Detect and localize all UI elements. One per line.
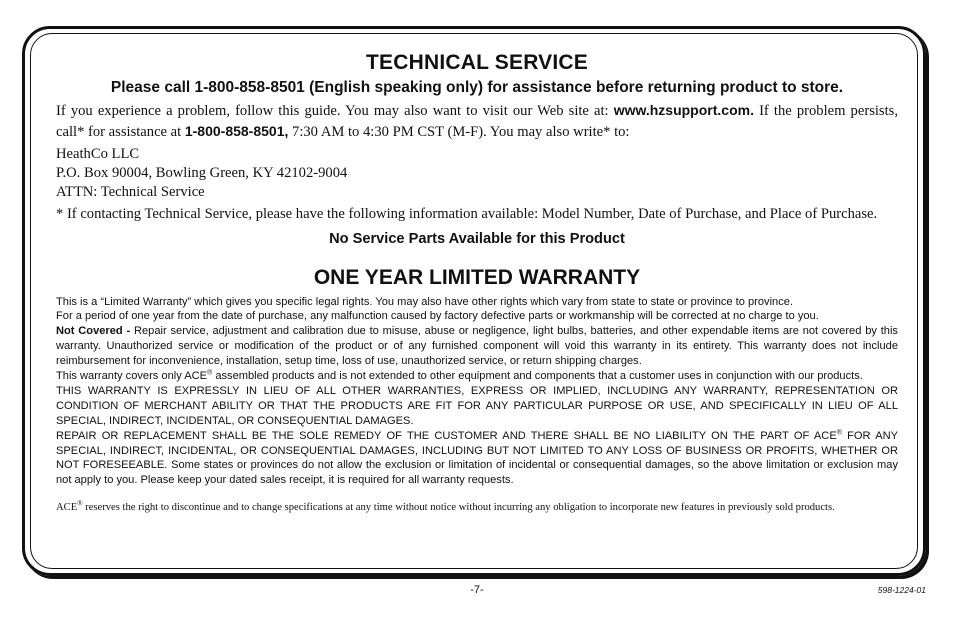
registered-mark: ® [836,428,842,436]
intro-text-3: 7:30 AM to 4:30 PM CST (M-F). You may also write* to: [288,123,630,140]
not-covered-paragraph [56,324,898,369]
website-link[interactable]: www.hzsupport.com. [613,102,754,118]
phone-number: 1-800-858-8501, [184,122,289,139]
warranty-title: ONE YEAR LIMITED WARRANTY [313,265,641,289]
intro-text-1: If you experience a problem, follow this guide. You may also want to visit our Web site at: [56,103,614,119]
warranty-paragraph [56,369,898,384]
coverage-text-b: assembled products and is not extended to other equipment and components that a customer uses in conjunction with our products. [212,370,863,383]
address-line: P.O. Box 90004, Bowling Green, KY 42102-9004 [56,165,348,181]
page-number: -7- [470,584,484,596]
contact-note: * If contacting Technical Service, please have the following information available: Model Number, Date of Purchase, and Place of Purchase. [56,206,878,222]
warranty-paragraph [56,429,898,489]
warranty-paragraph: This is a “Limited Warranty” which gives you specific legal rights. You may also have other rights which vary from state to state or province to province. [56,295,794,308]
document-body [56,50,898,526]
address-line: ATTN: Technical Service [56,184,205,200]
address-line: HeathCo LLC [56,146,140,162]
technical-service-intro [56,101,898,142]
coverage-text-a: This warranty covers only ACE [56,370,208,383]
remedy-text-a: REPAIR OR REPLACEMENT SHALL BE THE SOLE REMEDY OF THE CUSTOMER AND THERE SHALL BE NO LIABILITY ON THE PART OF ACE [56,429,837,442]
not-covered-label: Not Covered - [56,325,134,338]
document-code: 598-1224-01 [877,585,926,595]
footer-notice [56,500,898,515]
warranty-body [56,295,898,489]
intro-text-2: If the problem persists, call* for assistance at [56,103,898,140]
no-service-parts-notice: No Service Parts Available for this Product [329,230,625,247]
warranty-paragraph: THIS WARRANTY IS EXPRESSLY IN LIEU OF ALL OTHER WARRANTIES, EXPRESS OR IMPLIED, INCLUDING ANY WARRANTY, REPRESENTATION OR CONDITION OF MERCHANT ABILITY OR THAT THE PRODUCTS ARE FIT FOR ANY PARTICULAR PURPOSE OR USE, AND SPECIFICALLY IN LIEU OF ALL SPECIAL, INDIRECT, INCIDENTAL, OR CONSEQUENTIAL DAMAGES. [56,384,898,427]
footer-text-b: reserves the right to discontinue and to change specifications at any time without notice without incurring any obligation to incorporate new features in previously sold products. [82,502,835,514]
mailing-address [56,145,898,202]
registered-mark: ® [77,499,83,508]
footer-text-a: ACE [56,502,78,514]
registered-mark: ® [207,369,213,377]
warranty-paragraph: For a period of one year from the date of purchase, any malfunction caused by factory defective parts or workmanship will be corrected at no charge to you. [56,310,819,323]
technical-service-title: TECHNICAL SERVICE [366,51,588,74]
not-covered-text: Repair service, adjustment and calibration due to misuse, abuse or negligence, light bulbs, batteries, and other expendable items are not covered by this warranty. Unauthorized service or modification of the product or of any furnished component will void this warranty in its entirety. This warranty does not include reimbursement for inconvenience, installation, setup time, loss of use, unauthorized service, or return shipping charges. [56,325,898,368]
call-instruction: Please call 1-800-858-8501 (English speaking only) for assistance before returning product to store. [110,79,844,96]
remedy-text-b: FOR ANY SPECIAL, INDIRECT, INCIDENTAL, OR CONSEQUENTIAL DAMAGES, INCLUDING BUT NOT LIMITED TO ANY LOSS OF BUSINESS OR PROFITS, WHETHER OR NOT FORESEEABLE. Some states or provinces do not allow the exclusion or limitation of incidental or consequential damages, so the above limitation or exclusion may not apply to you. Please keep your dated sales receipt, it is required for all warranty requests. [56,429,898,487]
